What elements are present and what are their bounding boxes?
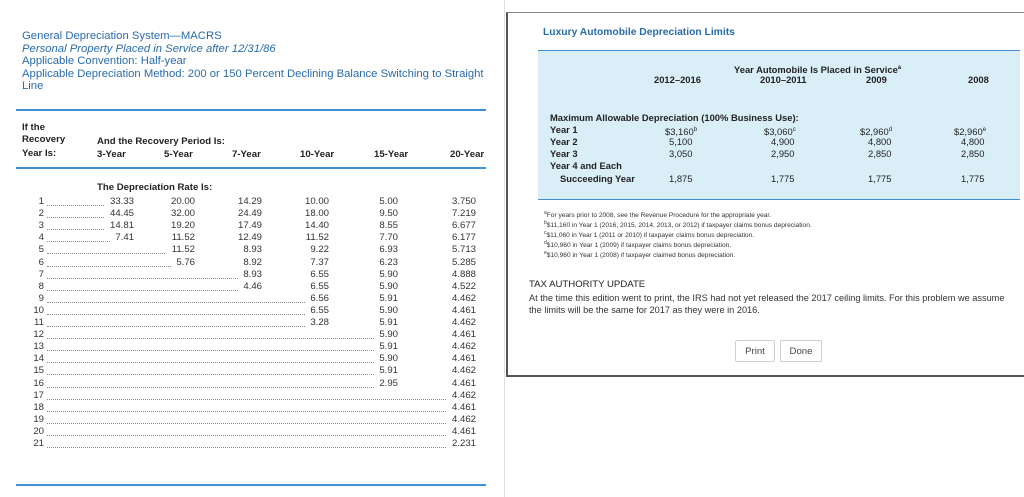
divider — [538, 199, 1020, 200]
cell-year1-2010-2011: $3,060$^c$ — [764, 126, 796, 138]
table-row-year: 11 — [34, 317, 44, 328]
rate-cell: 4.461 — [451, 304, 476, 316]
footnote: $^b$\$11,160 in Year 1 (2016, 2015, 2014, 2013, or 2012) if taxpayer claims bonus depreciation. — [544, 220, 812, 230]
rate-cell: 44.45 — [109, 208, 134, 220]
group-header: Year Automobile Is Placed in Service$^a$ — [734, 64, 902, 76]
header-recovery: Recovery — [22, 134, 66, 145]
table-row-year: 20 — [33, 425, 44, 437]
table-row-year: 17 — [33, 389, 44, 401]
rate-cell: 4.461 — [451, 401, 476, 413]
rate-cell: 4.462 — [451, 389, 476, 401]
divider — [16, 484, 486, 486]
rate-cell: 3.750 — [451, 196, 476, 207]
dot-leader — [47, 253, 165, 254]
rate-cell: 4.888 — [451, 268, 476, 280]
column-header-15-year: 15-Year — [374, 149, 409, 160]
rate-cell: 5.76 — [176, 256, 195, 268]
rate-cell: 24.49 — [237, 208, 262, 220]
cell-year2-2009: 4,800 — [868, 136, 892, 147]
row-label-year-2: Year 2 — [550, 136, 578, 147]
table-row-year: 12 — [33, 329, 44, 341]
cell-year1-2009: $2,960$^d$ — [860, 126, 893, 138]
rate-cell: 6.55 — [310, 268, 329, 280]
rate-cell: 4.461 — [451, 425, 476, 437]
dot-leader — [47, 447, 446, 448]
cell-year4-2010-2011: 1,775 — [771, 173, 795, 184]
cell-year2-2012-2016: 5,100 — [669, 136, 693, 147]
cell-year3-2012-2016: 3,050 — [669, 148, 693, 159]
macrs-table-panel — [0, 0, 505, 497]
rate-cell: 5.91 — [379, 292, 398, 304]
dot-leader — [47, 423, 446, 424]
cell-year4-2012-2016: 1,875 — [669, 173, 693, 184]
cell-year1-2012-2016: $3,160$^b$ — [665, 126, 698, 138]
rate-cell: 5.90 — [379, 268, 398, 280]
column-header-2010-2011: 2010–2011 — [760, 74, 807, 85]
row-label-succeeding: Succeeding Year — [560, 173, 635, 184]
dot-leader — [47, 338, 374, 339]
rate-cell: 12.49 — [237, 232, 262, 244]
header-if-the: If the — [22, 122, 45, 133]
column-header-7-year: 7-Year — [232, 149, 261, 160]
rate-cell: 4.522 — [451, 280, 476, 292]
rate-cell: 5.90 — [379, 353, 398, 365]
column-header-2009: 2009 — [866, 74, 887, 85]
row-label-year-3: Year 3 — [550, 148, 578, 159]
dot-leader — [47, 350, 374, 351]
column-header-2008: 2008 — [968, 74, 989, 85]
rate-cell: 4.46 — [243, 280, 262, 292]
row-label-year-1: Year 1 — [550, 124, 578, 135]
done-button[interactable]: Done — [780, 340, 822, 362]
cell-year3-2009: 2,850 — [868, 148, 892, 159]
table-row-year: 4 — [38, 232, 44, 244]
cell-year4-2009: 1,775 — [868, 173, 892, 184]
table-row-year: 14 — [33, 353, 44, 365]
rate-cell: 14.40 — [304, 220, 329, 232]
rate-cell: 19.20 — [170, 220, 195, 232]
header-period: And the Recovery Period Is: — [97, 136, 225, 147]
limits-table — [538, 51, 1020, 199]
footnote: $^c$\$11,060 in Year 1 (2011 or 2010) if taxpayer claims bonus depreciation. — [544, 230, 755, 240]
update-title: TAX AUTHORITY UPDATE — [529, 279, 646, 290]
dot-leader — [47, 435, 446, 436]
divider — [16, 109, 486, 111]
column-header-20-year: 20-Year — [450, 149, 485, 160]
rate-cell: 6.93 — [379, 244, 398, 256]
luxury-limits-dialog — [506, 12, 1024, 377]
table-row-year: 1 — [38, 196, 44, 207]
rate-cell: 17.49 — [237, 220, 262, 232]
rate-cell: 7.37 — [310, 256, 329, 268]
rate-cell: 4.462 — [451, 413, 476, 425]
print-button[interactable]: Print — [735, 340, 775, 362]
rate-cell: 5.713 — [451, 244, 476, 256]
cell-year2-2008: 4,800 — [961, 136, 985, 147]
dot-leader — [47, 362, 374, 363]
rate-cell: 4.462 — [451, 341, 476, 353]
table-row-year: 7 — [38, 268, 44, 280]
dot-leader — [47, 314, 305, 315]
rate-cell: 14.29 — [237, 196, 262, 207]
rate-label: The Depreciation Rate Is: — [97, 182, 213, 193]
rate-cell: 18.00 — [304, 208, 329, 220]
rate-cell: 11.52 — [171, 232, 195, 244]
dot-leader — [47, 302, 305, 303]
rate-cell: 4.462 — [451, 317, 476, 328]
dot-leader — [47, 387, 374, 388]
table-row-year: 6 — [38, 256, 44, 268]
macrs-heading — [22, 30, 504, 93]
cell-year4-2008: 1,775 — [961, 173, 985, 184]
rate-cell: 11.52 — [305, 232, 329, 244]
rate-cell: 32.00 — [170, 208, 195, 220]
max-allowable-label: Maximum Allowable Depreciation (100% Business Use): — [550, 112, 799, 123]
macrs-title: General Depreciation System—MACRS — [22, 30, 222, 42]
column-header-10-year: 10-Year — [300, 149, 335, 160]
rate-cell: 20.00 — [170, 196, 195, 207]
rate-cell: 4.462 — [451, 292, 476, 304]
rate-cell: 7.41 — [115, 232, 134, 244]
dot-leader — [47, 411, 446, 412]
footnote: $^e$\$10,960 in Year 1 (2008) if taxpayer claimed bonus depreciation. — [544, 250, 736, 260]
table-row-year: 15 — [33, 365, 44, 377]
rate-cell: 6.56 — [310, 292, 329, 304]
rate-cell: 5.285 — [451, 256, 476, 268]
macrs-subtitle: Personal Property Placed in Service after 12/31/86 — [22, 42, 276, 55]
dot-leader — [47, 374, 374, 375]
update-text: At the time this edition went to print, the IRS had not yet released the 2017 ceiling limits. For this problem we assume the limits will be the same for 2017 as they were in 2016. — [529, 293, 1005, 315]
rate-cell: 3.28 — [310, 317, 329, 328]
rate-cell: 8.55 — [379, 220, 398, 232]
rate-cell: 4.461 — [451, 377, 476, 389]
macrs-method: Applicable Depreciation Method: 200 or 150 Percent Declining Balance Switching to Straight Line — [22, 67, 484, 92]
divider — [16, 167, 486, 169]
cell-year3-2010-2011: 2,950 — [771, 148, 795, 159]
column-header-3-year: 3-Year — [97, 149, 126, 160]
table-row-year: 3 — [38, 220, 44, 232]
header-year-is: Year Is: — [22, 148, 57, 159]
rate-cell: 6.55 — [310, 304, 329, 316]
rate-cell: 5.00 — [379, 196, 398, 207]
rate-cell: 33.33 — [109, 196, 134, 207]
table-row-year: 2 — [38, 208, 44, 220]
cell-year3-2008: 2,850 — [961, 148, 985, 159]
rate-cell: 2.95 — [379, 377, 398, 389]
table-row-year: 18 — [33, 401, 44, 413]
rate-cell: 5.90 — [379, 280, 398, 292]
rate-cell: 8.92 — [243, 256, 262, 268]
rate-cell: 5.90 — [379, 329, 398, 341]
rate-cell: 9.22 — [310, 244, 329, 256]
rate-cell: 5.91 — [379, 317, 398, 328]
rate-cell: 14.81 — [109, 220, 134, 232]
rate-cell: 6.177 — [451, 232, 476, 244]
footnote: $^a$For years prior to 2008, see the Revenue Procedure for the appropriate year. — [544, 210, 772, 220]
table-row-year: 16 — [33, 377, 44, 389]
rate-cell: 6.23 — [379, 256, 398, 268]
macrs-convention: Applicable Convention: Half-year — [22, 55, 187, 67]
rate-cell: 7.219 — [451, 208, 476, 220]
rate-cell: 5.91 — [379, 341, 398, 353]
table-row-year: 21 — [33, 438, 44, 449]
table-row-year: 5 — [38, 244, 44, 256]
dialog-title: Luxury Automobile Depreciation Limits — [543, 27, 735, 38]
column-header-2012-2016: 2012–2016 — [654, 74, 701, 85]
rate-cell: 2.231 — [451, 438, 476, 449]
table-row-year: 13 — [33, 341, 44, 353]
cell-year1-2008: $2,960e — [954, 126, 987, 138]
rate-cell: 10.00 — [304, 196, 329, 207]
dot-leader — [47, 290, 238, 291]
rate-cell: 5.91 — [379, 365, 398, 377]
table-row-year: 10 — [33, 304, 44, 316]
rate-cell: 4.461 — [451, 353, 476, 365]
rate-cell: 5.90 — [379, 304, 398, 316]
column-header-5-year: 5-Year — [164, 149, 193, 160]
cell-year2-2010-2011: 4,900 — [771, 136, 795, 147]
rate-cell: 6.677 — [451, 220, 476, 232]
rate-cell: 7.70 — [379, 232, 398, 244]
row-label-year-4: Year 4 and Each — [550, 160, 622, 171]
table-row-year: 19 — [33, 413, 44, 425]
dot-leader — [47, 266, 171, 267]
footnote: $^d$\$10,960 in Year 1 (2009) if taxpayer claims bonus depreciation. — [544, 240, 732, 250]
rate-cell: 4.462 — [451, 365, 476, 377]
table-row-year: 8 — [38, 280, 44, 292]
dot-leader — [47, 326, 305, 327]
dot-leader — [47, 399, 446, 400]
rate-cell: 4.461 — [451, 329, 476, 341]
rate-cell: 9.50 — [379, 208, 398, 220]
dot-leader — [47, 278, 238, 279]
rate-cell: 8.93 — [243, 268, 262, 280]
rate-cell: 8.93 — [243, 244, 262, 256]
rate-cell: 11.52 — [171, 244, 195, 256]
rate-cell: 6.55 — [310, 280, 329, 292]
table-row-year: 9 — [38, 292, 44, 304]
